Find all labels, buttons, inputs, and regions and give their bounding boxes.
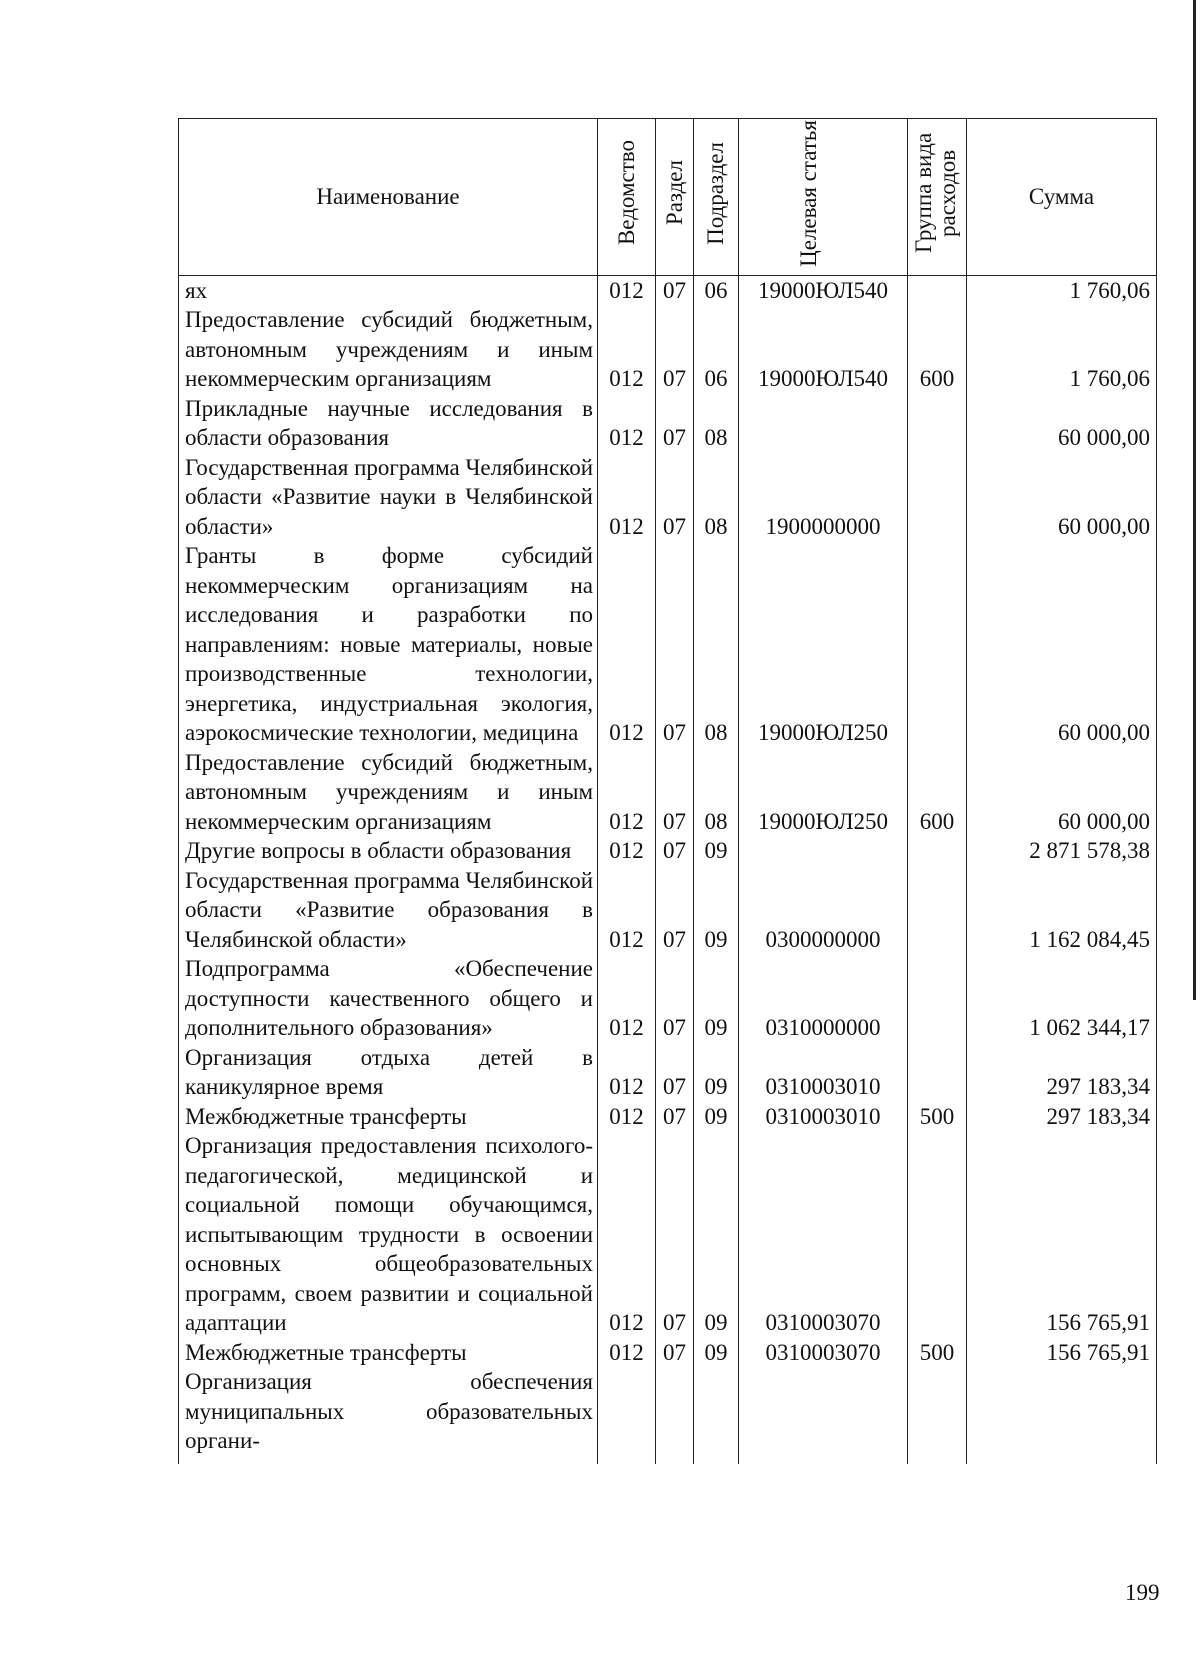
cell-section: 07 bbox=[656, 394, 694, 453]
cell-expense-group bbox=[908, 1367, 967, 1456]
cell-expense-group bbox=[908, 275, 967, 305]
table-row bbox=[179, 453, 1157, 542]
cell-target-article bbox=[739, 836, 908, 866]
cell-amount: 1 162 084,45 bbox=[967, 866, 1157, 955]
cell-section: 07 bbox=[656, 954, 694, 1043]
cell-section: 07 bbox=[656, 1043, 694, 1102]
cell-amount: 2 871 578,38 bbox=[967, 836, 1157, 866]
cell-expense-group bbox=[908, 1131, 967, 1338]
cell-section: 07 bbox=[656, 305, 694, 394]
cell-subsection: 08 bbox=[694, 453, 739, 542]
cell-amount: 60 000,00 bbox=[967, 394, 1157, 453]
cell-name: Организация предоставления психолого-педагогической, медицинской и социальной помощи обучающимся, испытывающим трудности в освоении основных общеобразовательных программ, своем развитии и социальной адаптации bbox=[179, 1131, 598, 1338]
header-department: Ведомство bbox=[598, 119, 656, 276]
cell-expense-group: 600 bbox=[908, 305, 967, 394]
cell-name: Государственная программа Челябинской области «Развитие науки в Челябинской области» bbox=[179, 453, 598, 542]
cell-target-article: 19000ЮЛ250 bbox=[739, 748, 908, 837]
cell-subsection: 09 bbox=[694, 1131, 739, 1338]
cell-target-article: 0310003070 bbox=[739, 1338, 908, 1368]
cell-department bbox=[598, 1367, 656, 1456]
cell-department: 012 bbox=[598, 453, 656, 542]
cell-amount bbox=[967, 1367, 1157, 1456]
cell-amount: 1 760,06 bbox=[967, 305, 1157, 394]
cell-target-article bbox=[739, 1367, 908, 1456]
cell-department: 012 bbox=[598, 866, 656, 955]
cell-name: Государственная программа Челябинской области «Развитие образования в Челябинской области» bbox=[179, 866, 598, 955]
cell-subsection: 09 bbox=[694, 954, 739, 1043]
cell-amount: 156 765,91 bbox=[967, 1131, 1157, 1338]
cell-expense-group bbox=[908, 866, 967, 955]
cell-name: Предоставление субсидий бюджетным, автономным учреждениям и иным некоммерческим организациям bbox=[179, 305, 598, 394]
cell-subsection: 09 bbox=[694, 866, 739, 955]
table-row bbox=[179, 305, 1157, 394]
cell-name: Организация отдыха детей в каникулярное время bbox=[179, 1043, 598, 1102]
cell-amount: 297 183,34 bbox=[967, 1102, 1157, 1132]
header-subsection: Подраздел bbox=[694, 119, 739, 276]
cell-department: 012 bbox=[598, 954, 656, 1043]
cell-section: 07 bbox=[656, 1338, 694, 1368]
cell-department: 012 bbox=[598, 1131, 656, 1338]
table-row bbox=[179, 1102, 1157, 1132]
cell-subsection: 08 bbox=[694, 394, 739, 453]
table-row bbox=[179, 275, 1157, 305]
cell-target-article: 19000ЮЛ540 bbox=[739, 305, 908, 394]
cell-expense-group bbox=[908, 541, 967, 748]
cell-subsection: 06 bbox=[694, 275, 739, 305]
cell-section: 07 bbox=[656, 1102, 694, 1132]
cell-target-article: 0310003010 bbox=[739, 1043, 908, 1102]
cell-department: 012 bbox=[598, 394, 656, 453]
cell-subsection bbox=[694, 1367, 739, 1456]
cell-section: 07 bbox=[656, 541, 694, 748]
budget-table bbox=[178, 118, 1157, 1464]
table-row bbox=[179, 1131, 1157, 1338]
cell-name: Организация обеспечения муниципальных образовательных органи- bbox=[179, 1367, 598, 1456]
table-row bbox=[179, 1367, 1157, 1456]
header-expense-group: Группа вида расходов bbox=[908, 119, 967, 276]
cell-amount: 60 000,00 bbox=[967, 748, 1157, 837]
cell-department: 012 bbox=[598, 305, 656, 394]
cell-subsection: 08 bbox=[694, 541, 739, 748]
table-row bbox=[179, 954, 1157, 1043]
cell-amount: 297 183,34 bbox=[967, 1043, 1157, 1102]
cell-subsection: 06 bbox=[694, 305, 739, 394]
cell-department: 012 bbox=[598, 1102, 656, 1132]
cell-expense-group bbox=[908, 954, 967, 1043]
cell-name: Прикладные научные исследования в области образования bbox=[179, 394, 598, 453]
cell-name: ях bbox=[179, 275, 598, 305]
table-row bbox=[179, 541, 1157, 748]
cell-department: 012 bbox=[598, 836, 656, 866]
cell-amount: 60 000,00 bbox=[967, 541, 1157, 748]
header-section: Раздел bbox=[656, 119, 694, 276]
cell-subsection: 09 bbox=[694, 1102, 739, 1132]
cell-department: 012 bbox=[598, 541, 656, 748]
cell-amount: 1 760,06 bbox=[967, 275, 1157, 305]
page-edge-line bbox=[1193, 0, 1196, 1000]
cell-subsection: 09 bbox=[694, 836, 739, 866]
cell-section: 07 bbox=[656, 453, 694, 542]
header-target-article: Целевая статья bbox=[739, 119, 908, 276]
header-name: Наименование bbox=[179, 119, 598, 276]
cell-target-article: 19000ЮЛ250 bbox=[739, 541, 908, 748]
header-amount: Сумма bbox=[967, 119, 1157, 276]
cell-section: 07 bbox=[656, 1131, 694, 1338]
table-row bbox=[179, 1338, 1157, 1368]
cell-department: 012 bbox=[598, 1043, 656, 1102]
cell-target-article: 0310000000 bbox=[739, 954, 908, 1043]
cell-department: 012 bbox=[598, 748, 656, 837]
cell-name: Гранты в форме субсидий некоммерческим организациям на исследования и разработки по направлениям: новые материалы, новые производственные технологии, энергетика, индустриальная экология, аэрокосмические технологии, медицина bbox=[179, 541, 598, 748]
cell-name: Другие вопросы в области образования bbox=[179, 836, 598, 866]
cell-expense-group bbox=[908, 836, 967, 866]
cell-section bbox=[656, 1367, 694, 1456]
cell-target-article: 0300000000 bbox=[739, 866, 908, 955]
cell-expense-group: 500 bbox=[908, 1338, 967, 1368]
cell-name: Межбюджетные трансферты bbox=[179, 1102, 598, 1132]
cell-amount: 60 000,00 bbox=[967, 453, 1157, 542]
table-row bbox=[179, 836, 1157, 866]
cell-subsection: 08 bbox=[694, 748, 739, 837]
cell-target-article: 19000ЮЛ540 bbox=[739, 275, 908, 305]
cell-target-article: 1900000000 bbox=[739, 453, 908, 542]
table-row bbox=[179, 866, 1157, 955]
cell-department: 012 bbox=[598, 275, 656, 305]
table-header-row bbox=[179, 119, 1157, 276]
cell-department: 012 bbox=[598, 1338, 656, 1368]
cell-amount: 156 765,91 bbox=[967, 1338, 1157, 1368]
cell-subsection: 09 bbox=[694, 1043, 739, 1102]
page-number: 199 bbox=[1125, 1580, 1160, 1605]
cell-section: 07 bbox=[656, 866, 694, 955]
cell-target-article: 0310003070 bbox=[739, 1131, 908, 1338]
cell-subsection: 09 bbox=[694, 1338, 739, 1368]
cell-amount: 1 062 344,17 bbox=[967, 954, 1157, 1043]
cell-expense-group: 500 bbox=[908, 1102, 967, 1132]
table-bottom-spacer bbox=[179, 1456, 1157, 1464]
cell-name: Предоставление субсидий бюджетным, автономным учреждениям и иным некоммерческим организациям bbox=[179, 748, 598, 837]
cell-expense-group bbox=[908, 453, 967, 542]
cell-section: 07 bbox=[656, 748, 694, 837]
cell-expense-group: 600 bbox=[908, 748, 967, 837]
cell-section: 07 bbox=[656, 836, 694, 866]
cell-target-article: 0310003010 bbox=[739, 1102, 908, 1132]
table-row bbox=[179, 1043, 1157, 1102]
cell-expense-group bbox=[908, 394, 967, 453]
cell-name: Межбюджетные трансферты bbox=[179, 1338, 598, 1368]
cell-target-article bbox=[739, 394, 908, 453]
cell-expense-group bbox=[908, 1043, 967, 1102]
cell-name: Подпрограмма «Обеспечение доступности качественного общего и дополнительного образования» bbox=[179, 954, 598, 1043]
table-row bbox=[179, 748, 1157, 837]
cell-section: 07 bbox=[656, 275, 694, 305]
table-row bbox=[179, 394, 1157, 453]
